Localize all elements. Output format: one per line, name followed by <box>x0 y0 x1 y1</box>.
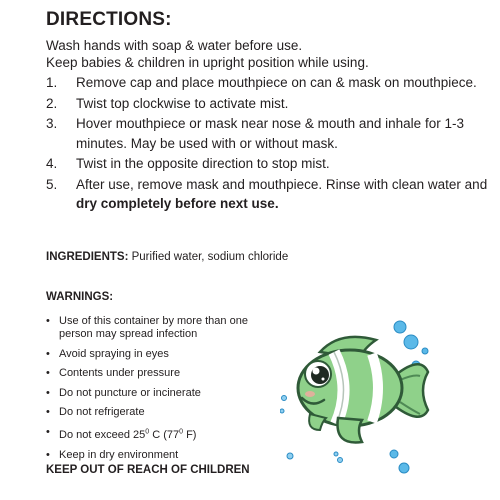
step-item <box>46 73 496 93</box>
temp-text-pre: Do not exceed 25 <box>59 429 146 442</box>
warning-item <box>46 348 276 361</box>
warning-text: Do not refrigerate <box>59 406 145 418</box>
ingredients-text: Purified water, sodium chloride <box>128 251 289 263</box>
directions-steps <box>46 73 496 215</box>
bullet-icon: • <box>46 315 50 327</box>
warning-item-temperature <box>46 426 276 443</box>
step-item <box>46 175 496 214</box>
step-number: 5. <box>46 176 58 192</box>
step-item <box>46 154 496 174</box>
warning-text: Keep in dry environment <box>59 448 179 461</box>
warning-text: Contents under pressure <box>59 367 181 379</box>
step-number: 4. <box>46 156 58 171</box>
step-text: Twist top clockwise to activate mist. <box>76 95 289 111</box>
degree-mark: 0 <box>145 428 150 436</box>
wash-hands-line: Wash hands with soap & water before use. <box>46 38 303 53</box>
step-number: 1. <box>46 75 58 90</box>
step-text: Twist in the opposite direction to stop mist. <box>76 156 330 171</box>
fish-eye-icon <box>305 361 331 387</box>
step-text: Hover mouthpiece or mask near nose & mouth and inhale for 1-3 minutes. May be used with or without mask. <box>76 116 464 151</box>
warning-item <box>46 449 276 462</box>
step-item <box>46 114 496 153</box>
upright-position-line: Keep babies & children in upright position while using. <box>46 55 369 70</box>
directions-heading: DIRECTIONS: <box>46 9 172 30</box>
degree-mark: 0 <box>179 428 184 436</box>
warning-item <box>46 315 276 341</box>
bullet-icon: • <box>46 367 50 379</box>
ingredients-line <box>46 250 288 264</box>
step-number: 3. <box>46 116 58 131</box>
bullet-icon: • <box>46 347 50 360</box>
warning-text: Avoid spraying in eyes <box>59 347 169 360</box>
step-number: 2. <box>46 95 58 111</box>
warning-text <box>59 429 196 441</box>
step-text: Remove cap and place mouthpiece on can & mask on mouthpiece. <box>76 75 477 90</box>
warning-text: Use of this container by more than one person may spread infection <box>59 315 248 340</box>
ingredients-label: INGREDIENTS: <box>46 251 129 263</box>
bullet-icon: • <box>46 386 50 399</box>
temp-text-mid: C (77 <box>149 429 180 442</box>
bullet-icon: • <box>46 406 50 418</box>
bullet-icon: • <box>46 448 50 461</box>
warning-text: Do not puncture or incinerate <box>59 386 201 399</box>
temp-text-post: F) <box>183 429 197 442</box>
warning-item <box>46 406 276 419</box>
step-item <box>46 94 496 114</box>
warnings-list <box>46 315 276 468</box>
warnings-heading: WARNINGS: <box>46 291 114 303</box>
step-text: After use, remove mask and mouthpiece. Rinse with clean water and <box>76 176 488 192</box>
fish-mascot-icon <box>280 318 440 478</box>
warning-item <box>46 367 276 380</box>
warning-item <box>46 387 276 400</box>
keep-out-of-reach-warning: KEEP OUT OF REACH OF CHILDREN <box>46 464 250 476</box>
bullet-icon: • <box>46 425 50 438</box>
step-text-emphasis: dry completely before next use. <box>76 196 279 211</box>
